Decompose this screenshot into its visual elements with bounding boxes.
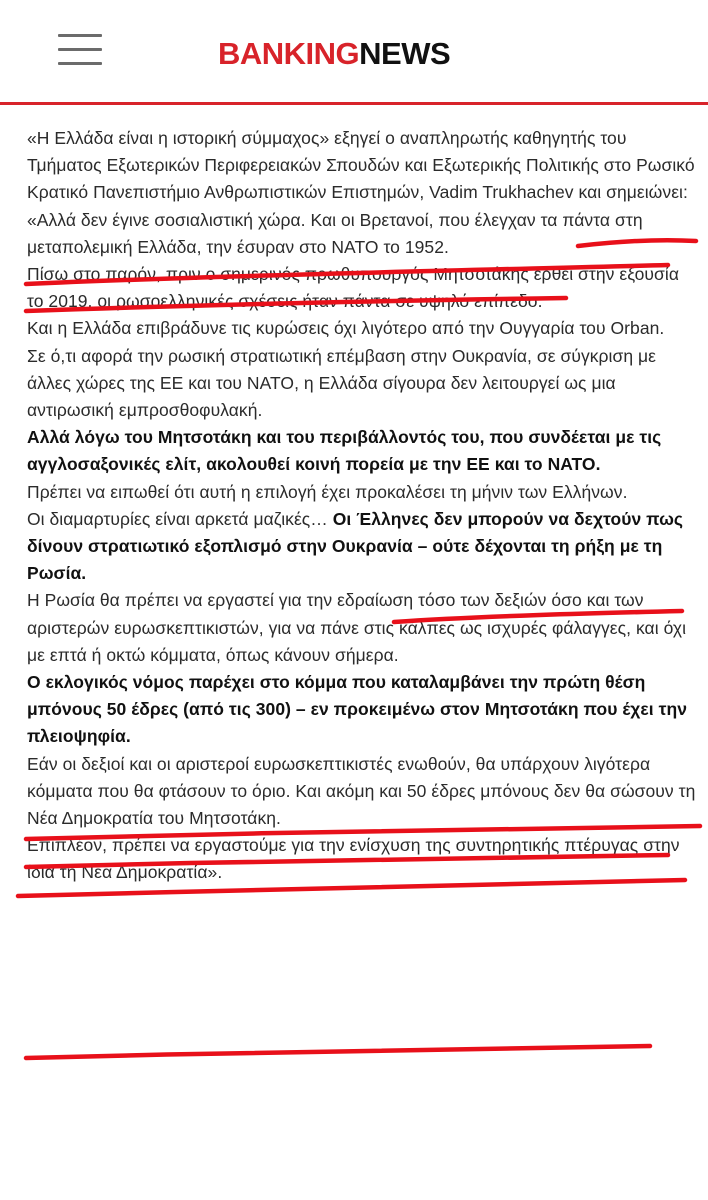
paragraph-mitsotakis-course [27, 424, 699, 478]
menu-bar-middle [58, 48, 102, 51]
bold-text: Αλλά λόγω του Μητσοτάκη και του περιβάλλοντός του, που συνδέεται με τις αγγλοσαξονικές ελίτ, ακολουθεί κοινή πορεία με την ΕΕ και το ΝΑΤΟ. [27, 427, 662, 475]
menu-bar-bottom [58, 62, 102, 65]
bold-text: Ο εκλογικός νόμος παρέχει στο κόμμα που καταλαμβάνει την πρώτη θέση μπόνους 50 έδρες (από τις 300) – εν προκειμένω στον Μητσοτάκη που έχει την πλειοψηφία. [27, 672, 687, 747]
logo-banking-text: BANKING [218, 36, 360, 71]
bold-text: Οι Έλληνες δεν μπορούν να δεχτούν πως δίνουν στρατιωτικό εξοπλισμό στην Ουκρανία – ούτε δέχονται τη ρήξη με τη Ρωσία. [27, 508, 684, 584]
site-header [0, 0, 708, 104]
paragraph-sanctions: Και η Ελλάδα επιβράδυνε τις κυρώσεις όχι λιγότερο από την Ουγγαρία του Orban. [27, 318, 665, 339]
paragraph-russia-consolidation: Η Ρωσία θα πρέπει να εργαστεί για την εδραίωση τόσο των δεξιών όσο και των αριστερών ευρωσκεπτικιστών, για να πάνε στις κάλπες ως ισχυρές φάλαγγες, και όχι με επτά ή οκτώ κόμματα, όπως κάνουν σήμερα. [27, 590, 687, 665]
protests-text: Οι διαμαρτυρίες είναι αρκετά μαζικές… [27, 508, 328, 529]
paragraph-relations: Πίσω στο παρόν, πριν ο σημερινός πρωθυπουργός Μητσοτάκης έρθει στην εξουσία το 2019, οι ρωσοελληνικές σχέσεις ήταν πάντα σε υψηλό επίπεδο. [27, 264, 679, 312]
paragraph-conservative-wing: Επιπλέον, πρέπει να εργαστούμε για την ενίσχυση της συντηρητικής πτέρυγας στην ίδια τη Νέα Δημοκρατία». [27, 835, 680, 883]
logo-news-text: NEWS [359, 36, 451, 71]
hamburger-menu-icon[interactable] [58, 32, 102, 68]
site-logo[interactable] [218, 34, 450, 74]
paragraph-trukhachev-quote: «Η Ελλάδα είναι η ιστορική σύμμαχος» εξηγεί ο αναπληρωτής καθηγητής του Τμήματος Εξωτερικών Περιφερειακών Σπουδών και Εξωτερικής Πολιτικής στο Ρωσικό Κρατικό Πανεπιστήμιο Ανθρωπιστικών Επιστημών, Vadim Trukhachev και σημειώνει: «Αλλά δεν έγινε σοσιαλιστική χώρα. Και οι Βρετανοί, που έλεγχαν τα πάντα στη μεταπολεμική Ελλάδα, την έσυραν στο ΝΑΤΟ το 1952. [27, 128, 695, 257]
paragraph-anger: Πρέπει να ειπωθεί ότι αυτή η επιλογή έχει προκαλέσει τη μήνιν των Ελλήνων. [27, 481, 628, 502]
paragraph-eurosceptics-unite: Εάν οι δεξιοί και οι αριστεροί ευρωσκεπτικιστές ενωθούν, θα υπάρχουν λιγότερα κόμματα που θα φτάσουν το όριο. Και ακόμη και 50 έδρες μπόνους δεν θα σώσουν τη Νέα Δημοκρατία του Μητσοτάκη. [27, 753, 696, 829]
menu-bar-top [58, 34, 102, 37]
paragraph-protests [27, 506, 699, 588]
paragraph-military-intervention: Σε ό,τι αφορά την ρωσική στρατιωτική επέμβαση στην Ουκρανία, σε σύγκριση με άλλες χώρες της ΕΕ και του ΝΑΤΟ, η Ελλάδα σίγουρα δεν λειτουργεί ως μια αντιρωσική εμπροσθοφυλακή. [27, 345, 657, 421]
underline-mark [26, 1046, 650, 1058]
paragraph-electoral-law [27, 669, 699, 751]
header-divider [0, 102, 708, 105]
article-body [27, 125, 699, 887]
